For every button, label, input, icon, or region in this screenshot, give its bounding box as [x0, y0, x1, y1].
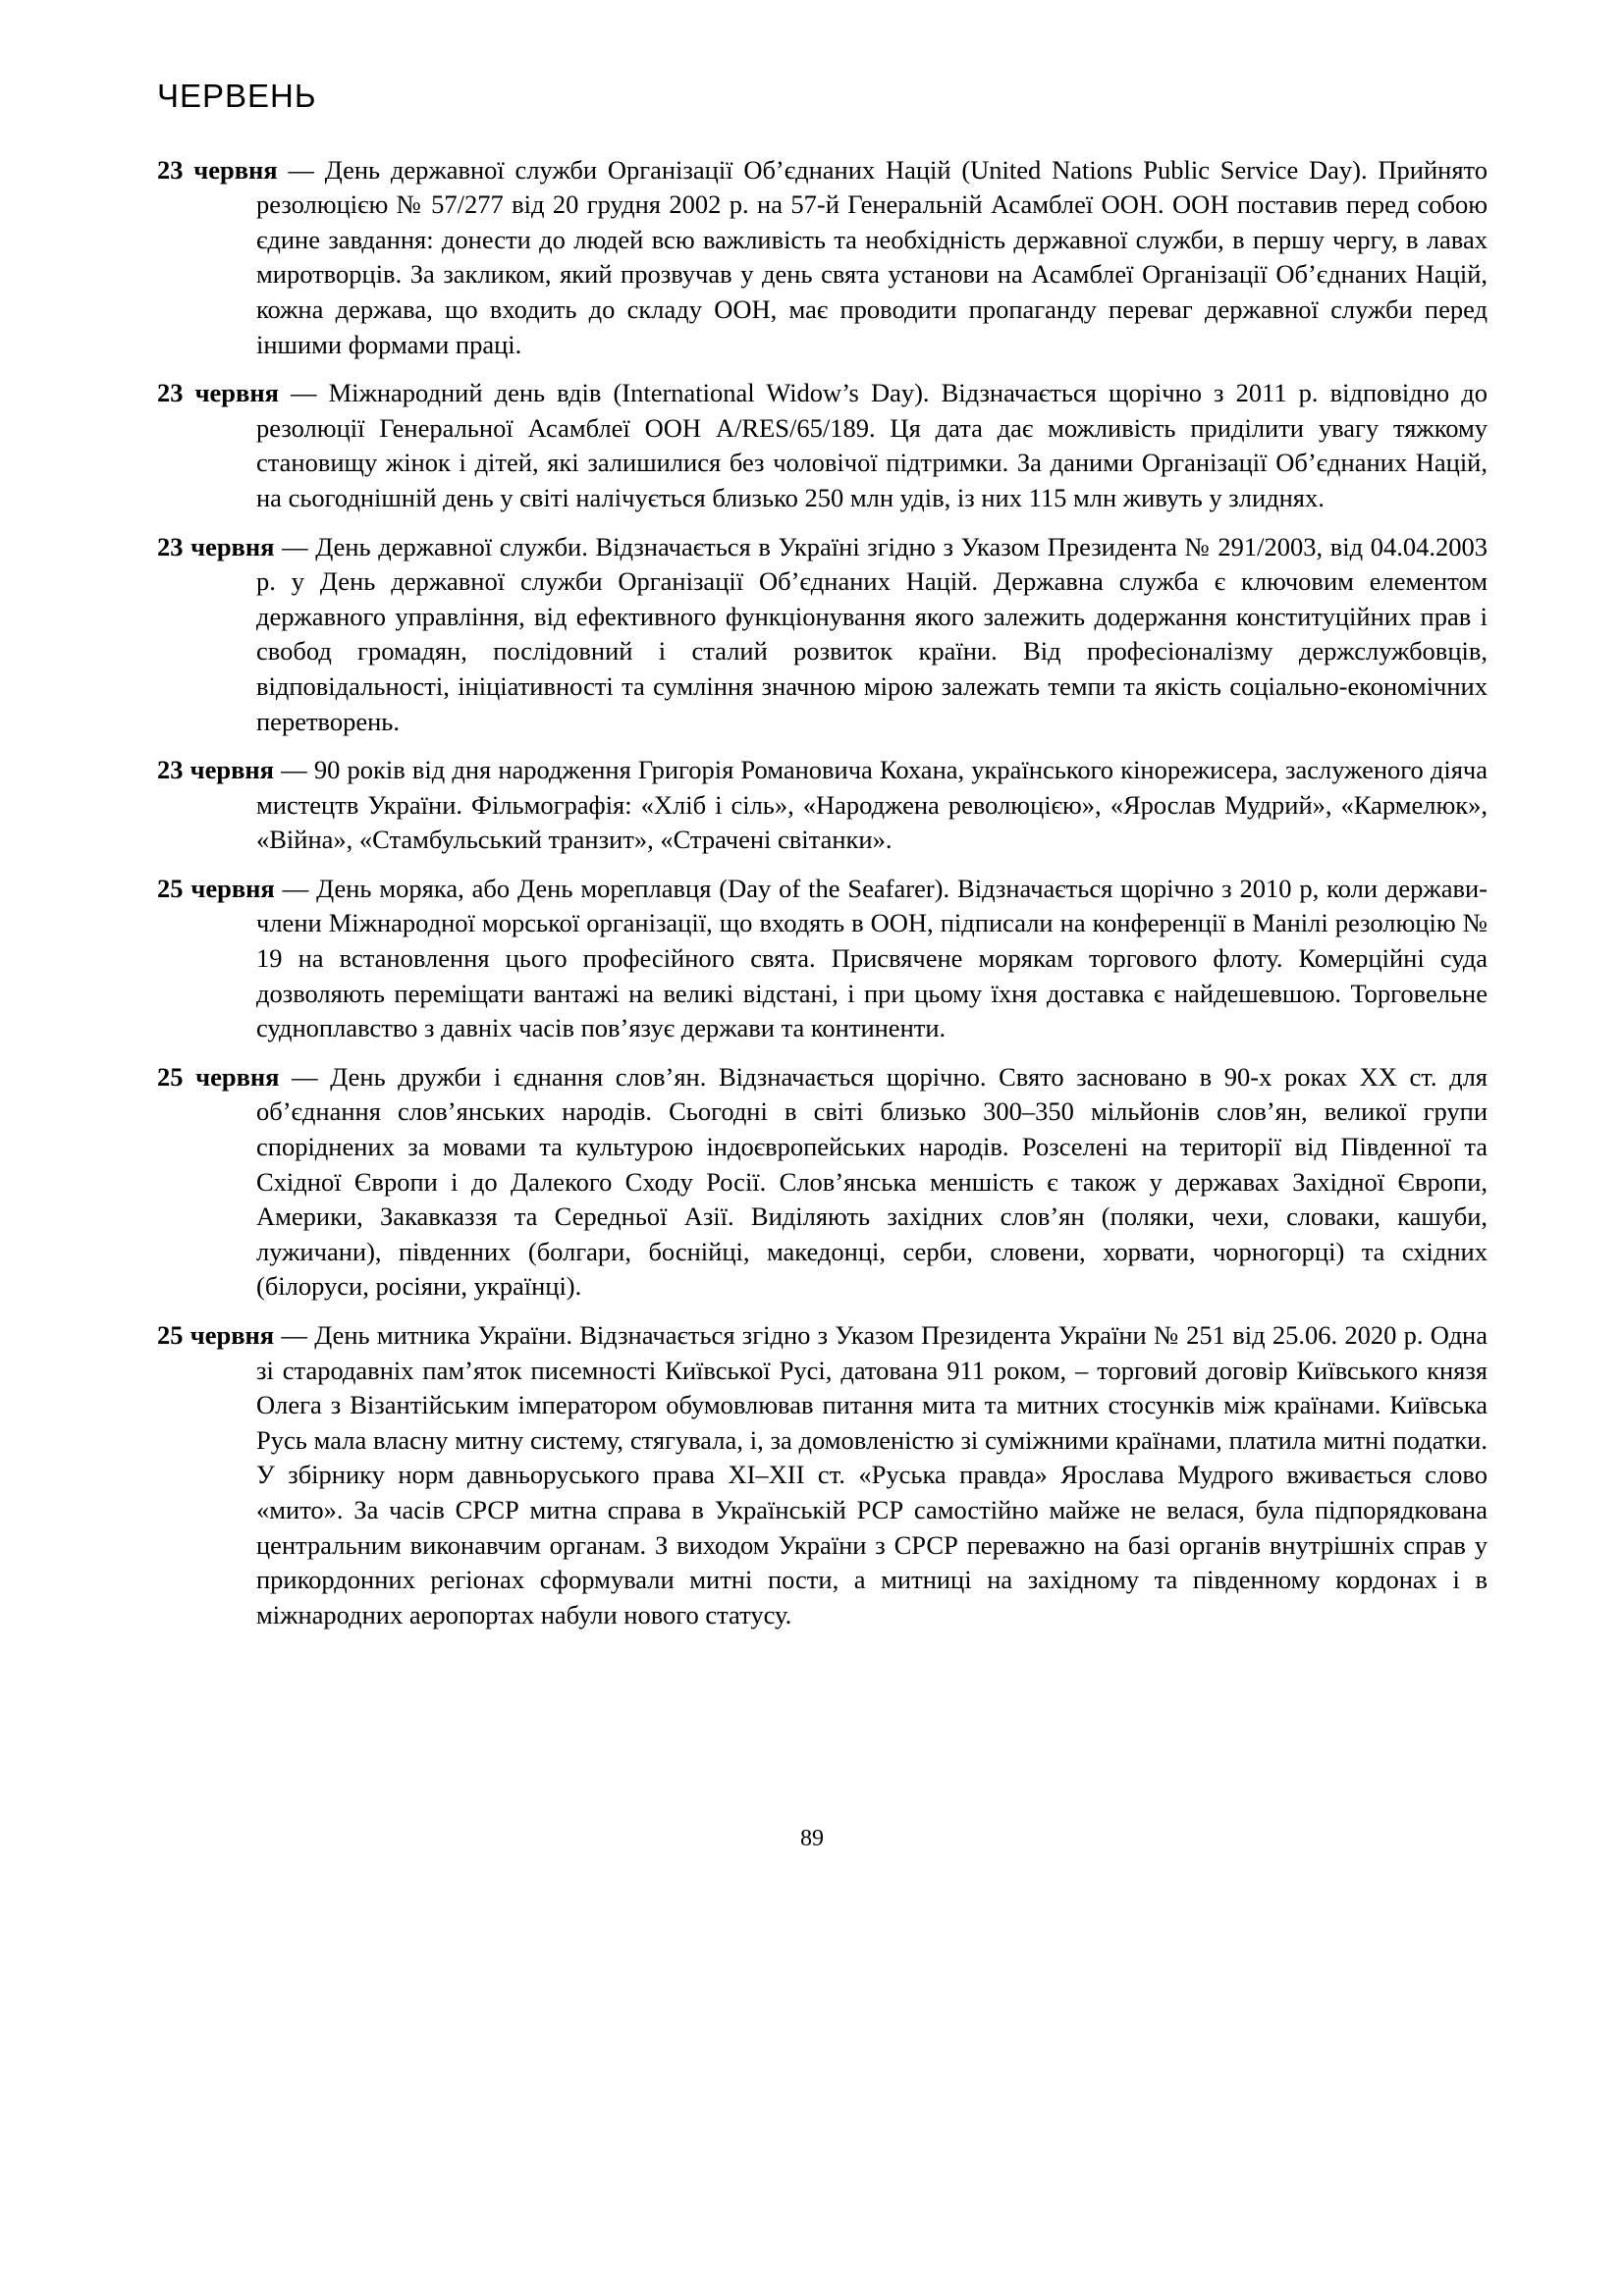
entry-dash: — [278, 378, 329, 408]
entry-dash: — [279, 1061, 331, 1092]
page-content [157, 77, 1488, 1646]
entry-text: День митника України. Відзначається згідно з Указом Президента України № 251 від 25.06. 2020 р. Одна зі стародавніх пам’яток писемності Київської Русі, датована 911 роком, – торговий договір Київського князя Олега з Візантійським імператором обумовлював питання мита та митних стосунків між країнами. Київська Русь мала власну митну систему, стягувала, і, за домовленістю зі суміжними країнами, платила митні податки. У збірнику норм давньоруського права XI–XII ст. «Руська правда» Ярослава Мудрого вживається слово «мито». За часів СРСР митна справа в Українській РСР самостійно майже не велася, була підпорядкована центральним виконавчим органам. З виходом України з СРСР переважно на базі органів внутрішніх справ у прикордонних регіонах сформували митні пости, а митниці на західному та південному кордонах і в міжнародних аеропортах набули нового статусу. [256, 1320, 1488, 1629]
entry-date: 23 червня [157, 755, 275, 785]
entry-text: 90 років від дня народження Григорія Романовича Кохана, українського кінорежисера, заслуженого діяча мистецтв України. Фільмографія: «Хліб і сіль», «Народжена революцією», «Ярослав Мудрий», «Кармелюк», «Війна», «Стамбульський транзит», «Страчені світанки». [256, 755, 1488, 855]
entry-dash: — [274, 1320, 315, 1350]
calendar-entry [157, 530, 1488, 740]
entry-text: Міжнародний день вдів (International Widow’s Day). Відзначається щорічно з 2011 р. відповідно до резолюції Генеральної Асамблеї ООН A/RES/65/189. Ця дата дає можливість приділити увагу тяжкому становищу жінок і дітей, які залишилися без чоловічої підтримки. За даними Організації Об’єднаних Націй, на сьогоднішній день у світі налічується близько 250 млн удів, із них 115 млн живуть у злиднях. [256, 378, 1488, 512]
entry-text: День дружби і єднання слов’ян. Відзначається щорічно. Свято засновано в 90-х роках ХХ ст. для об’єднання слов’янських народів. Сьогодні в світі близько 300–350 мільйонів слов’ян, великої групи споріднених за мовами та культурою індоєвропейських народів. Розселені на території від Південної та Східної Європи і до Далекого Сходу Росії. Слов’янська меншість є також у державах Західної Європи, Америки, Закавказзя та Середньої Азії. Виділяють західних слов’ян (поляки, чехи, словаки, кашуби, лужичани), південних (болгари, боснійці, македонці, серби, словени, хорвати, чорногорці) та східних (білоруси, росіяни, українці). [256, 1061, 1488, 1302]
calendar-entry [157, 376, 1488, 515]
calendar-entry [157, 153, 1488, 363]
entry-text: День моряка, або День мореплавця (Day of the Seafarer). Відзначається щорічно з 2010 р, коли держави-члени Міжнародної морської організації, що входять в ООН, підписали на конференції в Манілі резолюцію № 19 на встановлення цього професійного свята. Присвячене морякам торгового флоту. Комерційні суда дозволяють переміщати вантажі на великі відстані, і при цьому їхня доставка є найдешевшою. Торговельне судноплавство з давніх часів пов’язує держави та континенти. [256, 873, 1488, 1043]
calendar-entry [157, 872, 1488, 1046]
entry-dash: — [274, 755, 314, 785]
entry-date: 25 червня [157, 1061, 280, 1092]
entry-text: День державної служби. Відзначається в Україні згідно з Указом Президента № 291/2003, від 04.04.2003 р. у День державної служби Організації Об’єднаних Націй. Державна служба є ключовим елементом державного управління, від ефективного функціонування якого залежить додержання конституційних прав і свобод громадян, послідовний і сталий розвиток країни. Від професіоналізму держслужбовців, відповідальності, ініціативності та сумління значною мірою залежать темпи та якість соціально-економічних перетворень. [256, 531, 1488, 736]
calendar-entry [157, 1318, 1488, 1632]
entry-dash: — [274, 531, 316, 561]
entry-date: 25 червня [157, 1320, 275, 1350]
entry-date: 25 червня [157, 873, 275, 903]
entry-date: 23 червня [157, 531, 275, 561]
page-number: 89 [800, 1826, 824, 1851]
entry-dash: — [277, 154, 325, 185]
entry-text: День державної служби Організації Об’єднаних Націй (United Nations Public Service Day). Прийнято резолюцією № 57/277 від 20 грудня 2002 р. на 57-й Генеральній Асамблеї ООН. ООН поставив перед собою єдине завдання: донести до людей всю важливість та необхідність державної служби, в першу чергу, в лавах миротворців. За закликом, який прозвучав у день свята установи на Асамблеї Організації Об’єднаних Націй, кожна держава, що входить до складу ООН, має проводити пропаганду переваг державної служби перед іншими формами праці. [256, 154, 1488, 359]
entry-date: 23 червня [157, 378, 279, 408]
entry-date: 23 червня [157, 154, 278, 185]
calendar-entry [157, 1060, 1488, 1305]
page-title: ЧЕРВЕНЬ [157, 78, 317, 114]
calendar-entry [157, 753, 1488, 858]
entry-dash: — [274, 873, 317, 903]
